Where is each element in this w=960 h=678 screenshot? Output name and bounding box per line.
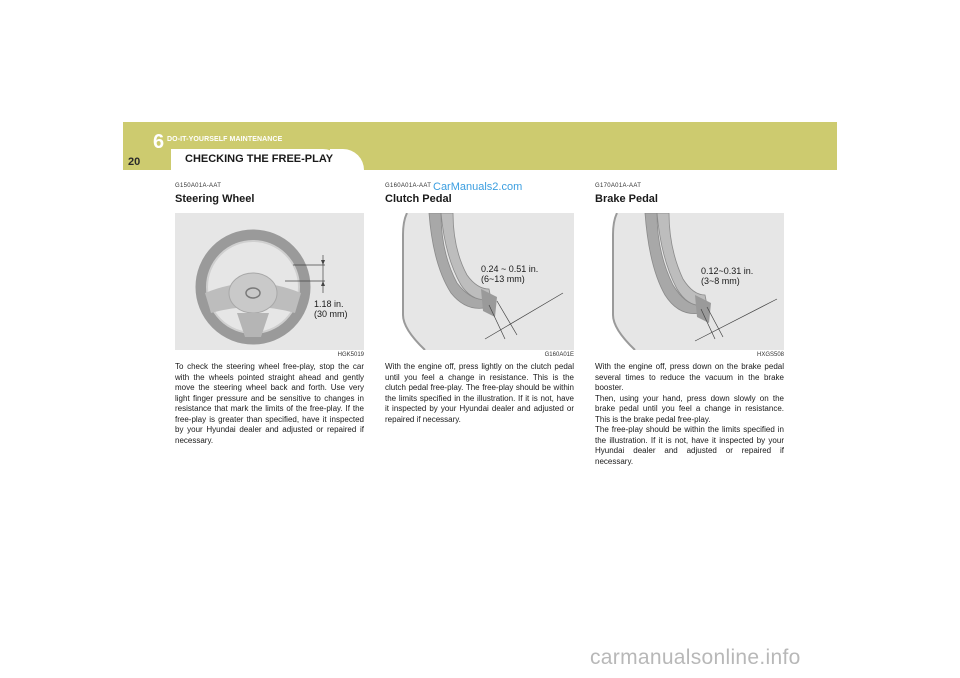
chapter-number: 6: [153, 131, 165, 153]
brake-pedal-illustration: [595, 213, 784, 350]
section-heading: Steering Wheel: [175, 193, 255, 205]
section-code: G150A01A-AAT: [175, 183, 222, 189]
measurement-line1: 1.18 in.: [314, 299, 344, 309]
figure-code: HXGS508: [756, 352, 784, 358]
measurement-line1: 0.24 ~ 0.51 in.: [481, 264, 539, 274]
measurement-label: [701, 266, 753, 286]
section-body: To check the steering wheel free-play, stop the car with the wheels pointed straight ahead and gently move the steering wheel back and forth. Use very light finger pressure and be sensitive to changes in resistance that mark the limits of the free-play. If the free-play is greater than specified, have it inspected by your Hyundai dealer and adjusted or repaired if necessary.: [175, 362, 364, 445]
measurement-line1: 0.12~0.31 in.: [701, 266, 754, 276]
watermark-footer: carmanualsonline.info: [590, 646, 801, 669]
figure-code: HGK5019: [337, 352, 364, 358]
section-heading: Clutch Pedal: [385, 193, 452, 205]
body-paragraph: With the engine off, press down on the brake pedal several times to reduce the vacuum in the brake booster.: [595, 362, 784, 392]
section-code: G160A01A-AAT: [385, 183, 432, 189]
brake-pedal-section: [595, 183, 787, 467]
section-heading: Brake Pedal: [595, 193, 658, 205]
page-number: 20: [128, 156, 141, 168]
clutch-pedal-illustration: [385, 213, 574, 350]
measurement-line2: (6~13 mm): [481, 274, 525, 284]
measurement-label: [481, 264, 538, 284]
section-body: With the engine off, press lightly on the clutch pedal until you feel a change in resistance. This is the clutch pedal free-play. The free-play should be within the limits specified in the illustration. If it is not, have it inspected by your Hyundai dealer and adjusted or repaired if necessary.: [385, 362, 574, 424]
section-title: CHECKING THE FREE-PLAY: [185, 153, 334, 165]
steering-wheel-section: [175, 183, 367, 446]
measurement-line2: (30 mm): [314, 309, 348, 319]
brake-pedal-figure: [595, 213, 784, 350]
section-body: [595, 362, 784, 467]
chapter-title: DO-IT-YOURSELF MAINTENANCE: [167, 136, 283, 143]
steering-wheel-illustration: [175, 213, 364, 350]
steering-wheel-figure: [175, 213, 364, 350]
measurement-line2: (3~8 mm): [701, 276, 740, 286]
watermark-link[interactable]: CarManuals2.com: [433, 181, 523, 193]
clutch-pedal-figure: [385, 213, 574, 350]
body-paragraph: The free-play should be within the limits specified in the illustration. If it is not, have it inspected by your Hyundai dealer and adjusted or repaired if necessary.: [595, 425, 784, 466]
body-paragraph: Then, using your hand, press down slowly on the brake pedal until you feel a change in resistance. This is the brake pedal free-play.: [595, 393, 784, 424]
measurement-label: [314, 299, 348, 319]
figure-code: G160A01E: [544, 352, 574, 358]
section-code: G170A01A-AAT: [595, 183, 642, 189]
clutch-pedal-section: [385, 183, 577, 425]
